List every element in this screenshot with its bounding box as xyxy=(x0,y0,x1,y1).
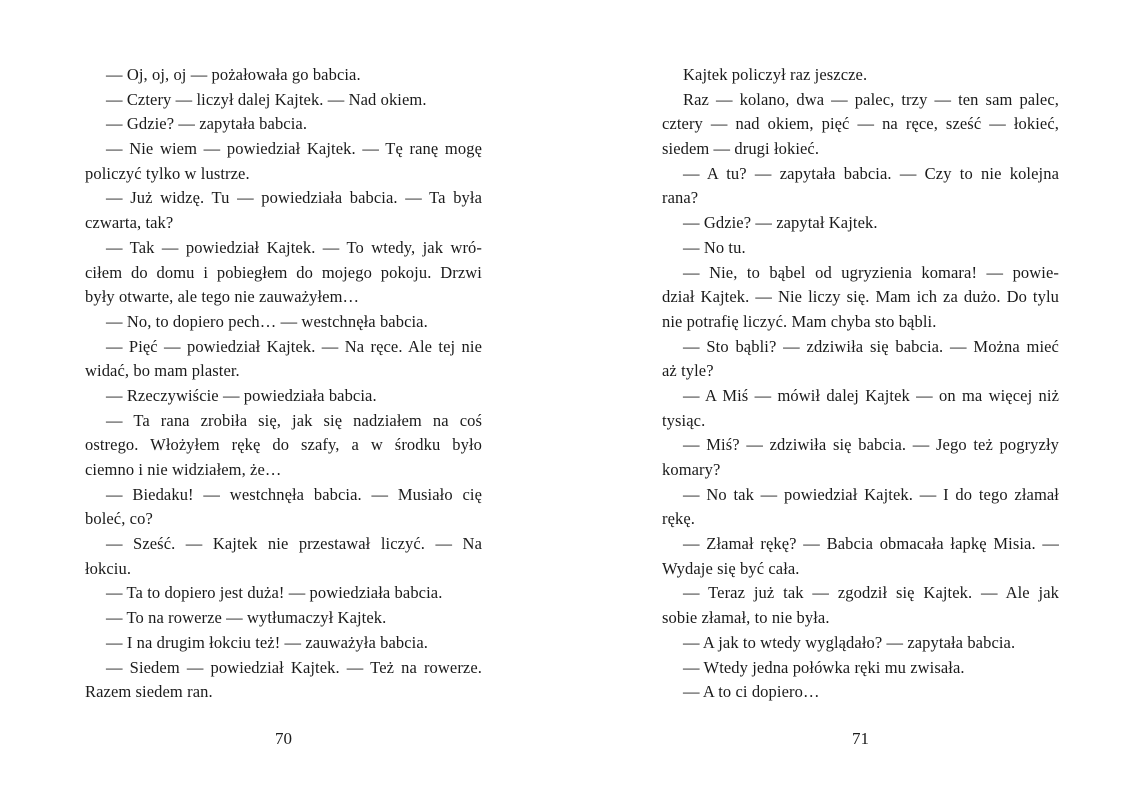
text-line: siedem — drugi łokieć. xyxy=(662,139,820,159)
paragraph xyxy=(85,63,482,88)
text-line: rana? xyxy=(662,188,699,208)
paragraph xyxy=(85,581,482,606)
paragraph xyxy=(85,384,482,409)
text-line: — Złamał rękę? — Babcia obmacała łapkę Misia. — xyxy=(683,534,1059,554)
page-number-left: 70 xyxy=(275,729,292,748)
text-line: — No tu. xyxy=(683,237,746,257)
paragraph xyxy=(662,433,1059,482)
text-line: sobie złamał, to nie była. xyxy=(662,608,830,628)
text-line: — Rzeczywiście — powiedziała babcia. xyxy=(106,385,377,405)
paragraph xyxy=(662,656,1059,681)
paragraph xyxy=(662,384,1059,433)
paragraph xyxy=(85,310,482,335)
text-line: Raz — kolano, dwa — palec, trzy — ten sam palec, xyxy=(683,89,1059,109)
text-line: — Miś? — zdziwiła się babcia. — Jego też pogryzły xyxy=(683,435,1059,455)
paragraph xyxy=(662,581,1059,630)
paragraph xyxy=(662,532,1059,581)
text-line: — Już widzę. Tu — powiedziała babcia. — Ta była xyxy=(106,188,482,208)
paragraph xyxy=(85,186,482,235)
text-line: Razem siedem ran. xyxy=(85,682,213,702)
text-line: — Pięć — powiedział Kajtek. — Na ręce. Ale tej nie xyxy=(106,336,482,356)
text-line: ciłem do domu i pobiegłem do mojego pokoju. Drzwi xyxy=(85,262,482,282)
text-line: — Wtedy jedna połówka ręki mu zwisała. xyxy=(683,657,965,677)
paragraph xyxy=(662,211,1059,236)
paragraph xyxy=(85,631,482,656)
text-line: — Gdzie? — zapytał Kajtek. xyxy=(683,213,878,233)
paragraph xyxy=(662,162,1059,211)
text-line: czwarta, tak? xyxy=(85,213,174,233)
paragraph xyxy=(662,236,1059,261)
page-number-right: 71 xyxy=(852,729,869,748)
text-line: rękę. xyxy=(662,509,696,529)
text-line: — Tak — powiedział Kajtek. — To wtedy, jak wró- xyxy=(106,237,482,257)
text-line: — A tu? — zapytała babcia. — Czy to nie kolejna xyxy=(683,163,1059,183)
text-line: — Ta to dopiero jest duża! — powiedziała babcia. xyxy=(106,583,443,603)
paragraph xyxy=(662,680,1059,705)
paragraph xyxy=(85,606,482,631)
paragraph xyxy=(85,112,482,137)
text-line: aż tyle? xyxy=(662,361,714,381)
text-line: — A to ci dopiero… xyxy=(683,682,820,702)
paragraph xyxy=(85,137,482,186)
paragraph xyxy=(85,88,482,113)
text-line: — Biedaku! — westchnęła babcia. — Musiało cię xyxy=(106,484,482,504)
text-line: — To na rowerze — wytłumaczył Kajtek. xyxy=(106,608,387,628)
text-line: — No tak — powiedział Kajtek. — I do tego złamał xyxy=(683,484,1059,504)
text-line: — Siedem — powiedział Kajtek. — Też na rowerze. xyxy=(106,657,482,677)
text-line: — A jak to wtedy wyglądało? — zapytała babcia. xyxy=(683,632,1016,652)
text-line: cztery — nad okiem, pięć — na ręce, sześć — łokieć, xyxy=(662,114,1059,134)
text-line: tysiąc. xyxy=(662,410,706,430)
text-line: widać, bo mam plaster. xyxy=(85,361,240,381)
paragraph xyxy=(85,409,482,483)
text-line: łokciu. xyxy=(85,558,132,578)
text-line: boleć, co? xyxy=(85,509,153,529)
paragraph xyxy=(662,631,1059,656)
text-line: — Sześć. — Kajtek nie przestawał liczyć. — Na xyxy=(106,534,482,554)
paragraph xyxy=(662,88,1059,162)
text-line: były otwarte, ale tego nie zauważyłem… xyxy=(85,287,360,307)
text-line: — Sto bąbli? — zdziwiła się babcia. — Można mieć xyxy=(683,336,1059,356)
paragraph xyxy=(85,236,482,310)
text-line: — Gdzie? — zapytała babcia. xyxy=(106,114,308,134)
paragraph xyxy=(662,261,1059,335)
paragraph xyxy=(85,656,482,705)
text-line: — Cztery — liczył dalej Kajtek. — Nad okiem. xyxy=(106,89,427,109)
paragraph xyxy=(85,532,482,581)
text-line: — Oj, oj, oj — pożałowała go babcia. xyxy=(106,65,361,84)
paragraph xyxy=(662,63,1059,88)
text-line: — Ta rana zrobiła się, jak się nadziałem na coś xyxy=(106,410,482,430)
paragraph xyxy=(85,335,482,384)
text-line: — No, to dopiero pech… — westchnęła babcia. xyxy=(106,311,428,331)
text-line: — Nie, to bąbel od ugryzienia komara! — powie- xyxy=(683,262,1059,282)
page-right-text xyxy=(662,63,1059,705)
text-line: — Nie wiem — powiedział Kajtek. — Tę ranę mogę xyxy=(106,139,482,159)
text-line: Kajtek policzył raz jeszcze. xyxy=(683,65,868,84)
page-left-text xyxy=(85,63,482,705)
text-line: Wydaje się być cała. xyxy=(662,558,800,578)
text-line: policzyć tylko w lustrze. xyxy=(85,163,250,183)
text-line: ostrego. Włożyłem rękę do szafy, a w środku było xyxy=(85,435,482,455)
text-line: — A Miś — mówił dalej Kajtek — on ma więcej niż xyxy=(683,385,1059,405)
text-line: dział Kajtek. — Nie liczy się. Mam ich za dużo. Do tylu xyxy=(662,287,1059,307)
text-line: — I na drugim łokciu też! — zauważyła babcia. xyxy=(106,632,428,652)
paragraph xyxy=(662,335,1059,384)
paragraph xyxy=(662,483,1059,532)
paragraph xyxy=(85,483,482,532)
text-line: komary? xyxy=(662,460,721,479)
text-line: ciemno i nie widziałem, że… xyxy=(85,460,282,479)
text-line: — Teraz już tak — zgodził się Kajtek. — Ale jak xyxy=(683,583,1059,603)
text-line: nie potrafię liczyć. Mam chyba sto bąbli. xyxy=(662,311,937,331)
